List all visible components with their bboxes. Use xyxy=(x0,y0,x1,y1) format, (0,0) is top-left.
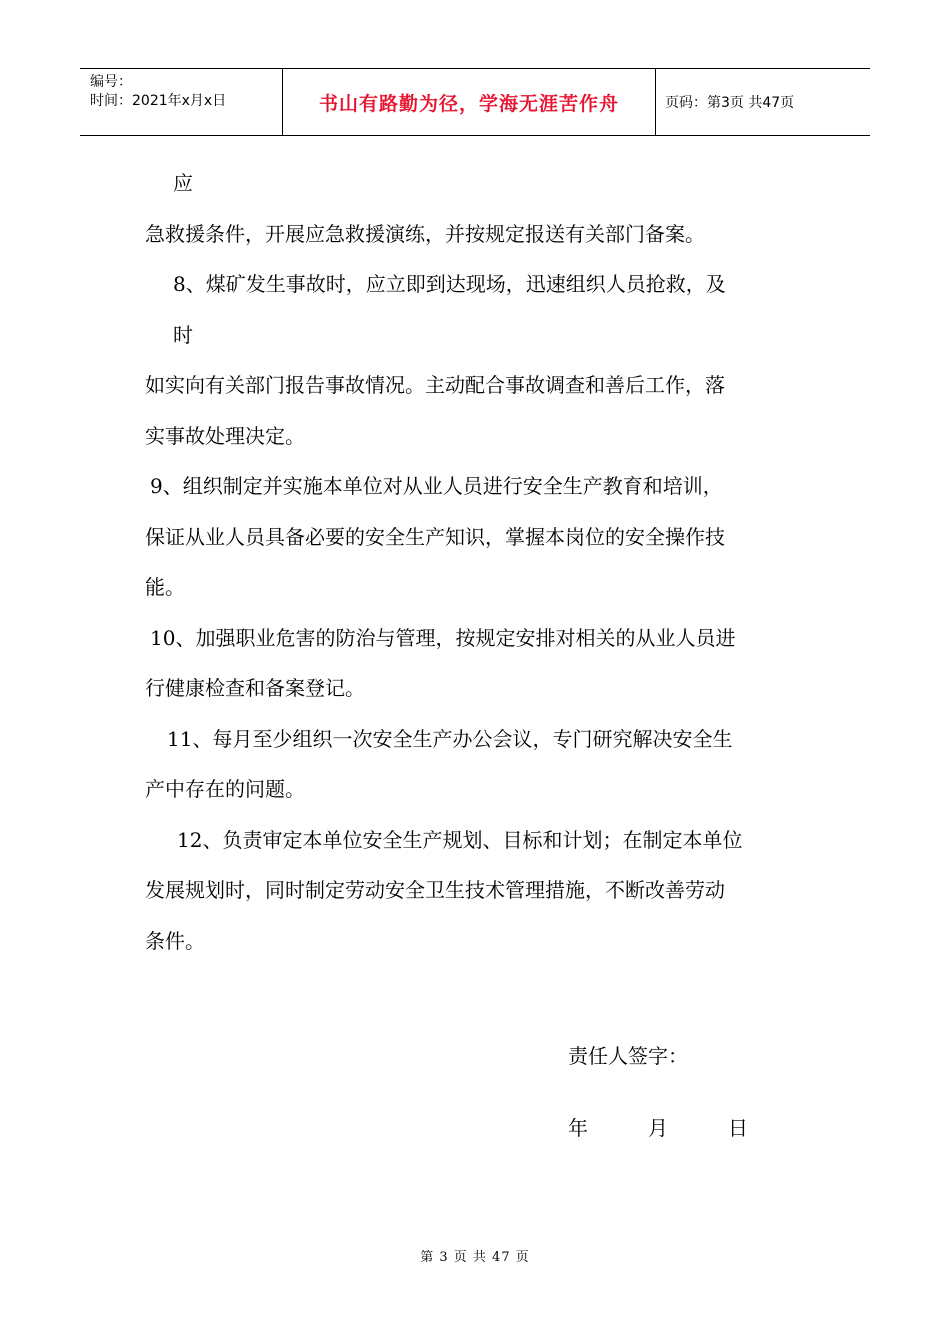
document-number-label: 编号： xyxy=(90,74,132,90)
body-line: 条件。 xyxy=(145,928,205,953)
header-page-info: 页码：第3页 共47页 xyxy=(665,95,795,111)
page-footer: 第 3 页 共 47 页 xyxy=(420,1250,530,1265)
body-line: 实事故处理决定。 xyxy=(145,423,305,448)
body-line: 产中存在的问题。 xyxy=(145,777,305,801)
body-line: 发展规划时，同时制定劳动安全卫生技术管理措施，不断改善劳动 xyxy=(145,878,725,902)
body-line: 如实向有关部门报告事故情况。主动配合事故调查和善后工作，落 xyxy=(145,373,725,397)
body-line: 能。 xyxy=(145,575,185,599)
signature-date xyxy=(568,1112,748,1141)
body-line: 9、组织制定并实施本单位对从业人员进行安全生产教育和培训， xyxy=(150,474,723,498)
header-motto: 书山有路勤为径，学海无涯苦作舟 xyxy=(283,69,656,135)
body-line: 行健康检查和备案登记。 xyxy=(145,676,365,700)
document-date-label: 时间：2021年x月x日 xyxy=(90,93,227,109)
document-body xyxy=(145,158,815,966)
signature-label: 责任人签字： xyxy=(568,1044,688,1068)
body-line: 10、加强职业危害的防治与管理，按规定安排对相关的从业人员进 xyxy=(150,625,736,650)
header-meta-cell xyxy=(80,69,283,135)
body-line: 应 xyxy=(173,171,193,195)
signature-day: 日 xyxy=(728,1116,748,1140)
body-line: 11、每月至少组织一次安全生产办公会议，专门研究解决安全生 xyxy=(167,726,733,751)
signature-month: 月 xyxy=(648,1116,668,1140)
signature-year: 年 xyxy=(568,1116,588,1140)
body-line: 保证从业人员具备必要的安全生产知识，掌握本岗位的安全操作技 xyxy=(145,524,725,549)
body-line: 12、负责审定本单位安全生产规划、目标和计划；在制定本单位 xyxy=(177,827,743,852)
body-line: 8、煤矿发生事故时，应立即到达现场，迅速组织人员抢救，及 xyxy=(173,272,726,296)
body-line: 急救援条件，开展应急救援演练，并按规定报送有关部门备案。 xyxy=(145,221,705,246)
body-line: 时 xyxy=(173,322,193,347)
page-header xyxy=(80,68,870,136)
